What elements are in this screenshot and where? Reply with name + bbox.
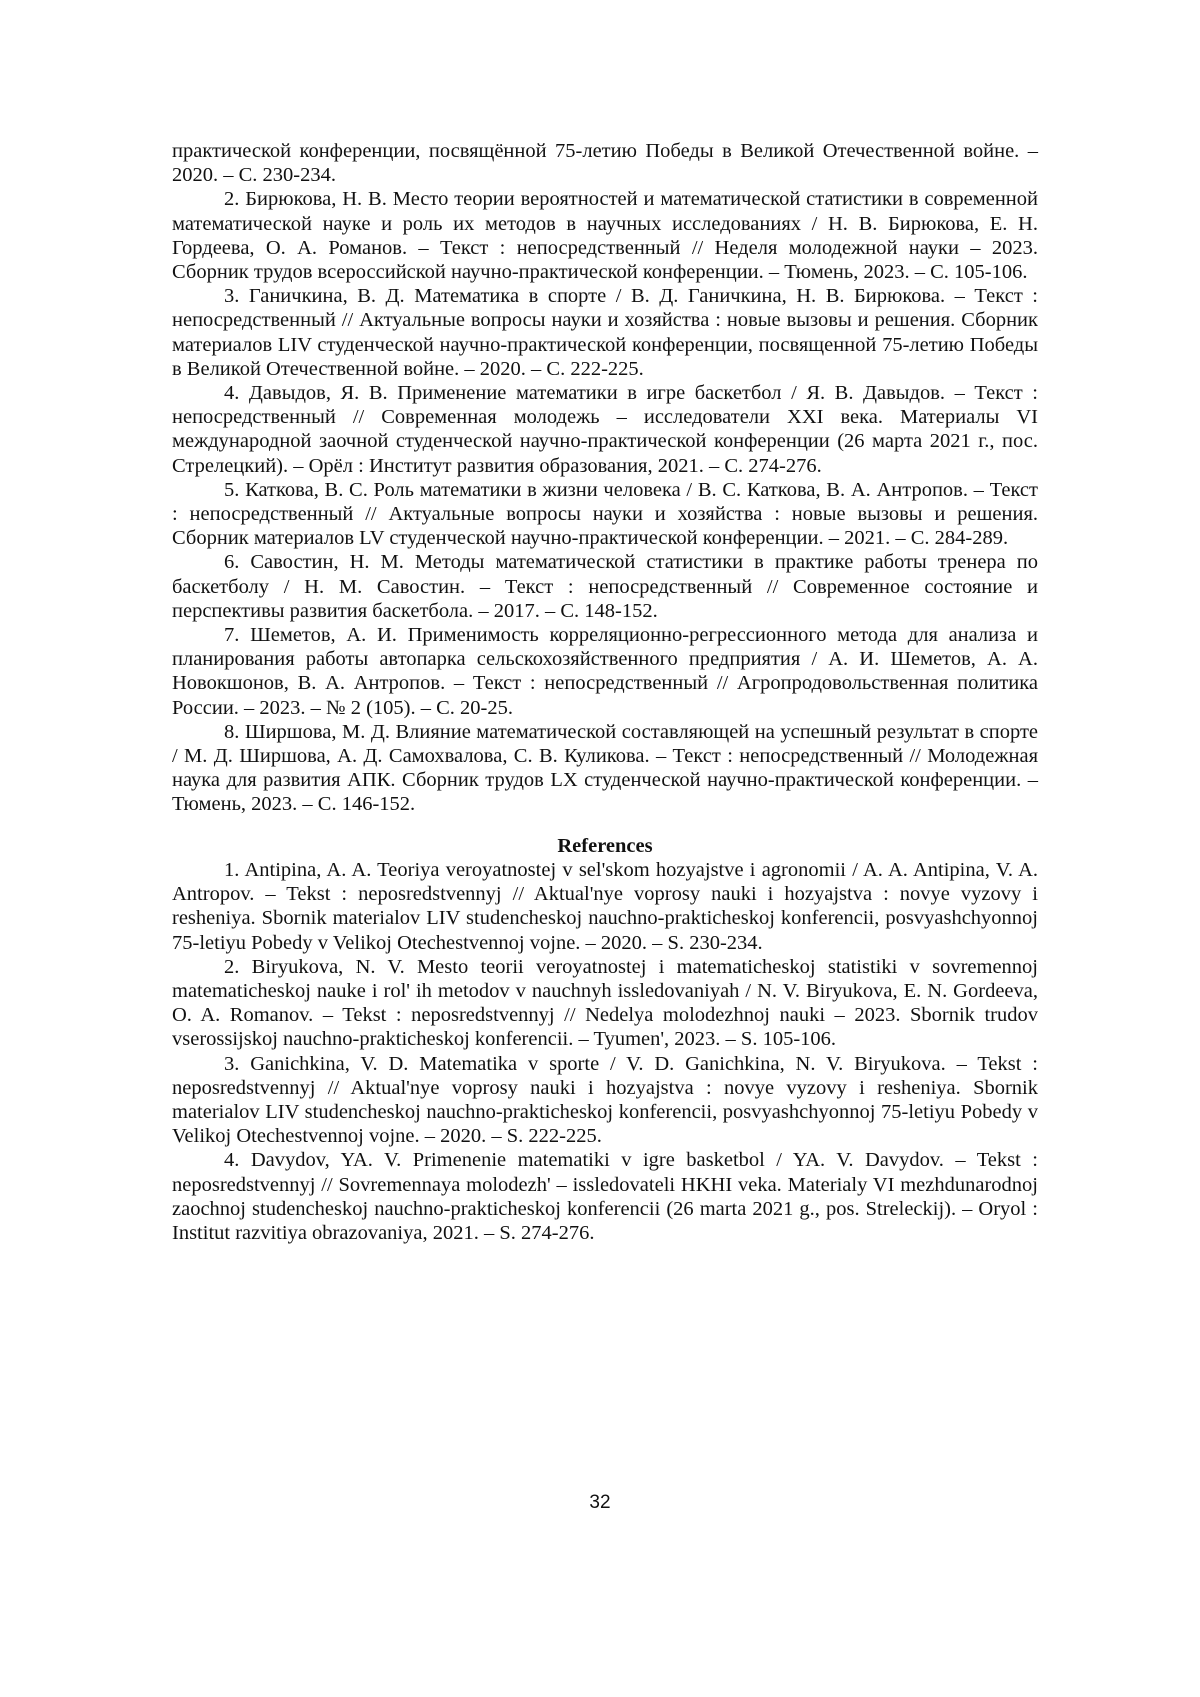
russian-reference-list xyxy=(172,187,1038,816)
page-body xyxy=(172,139,1038,1245)
reference-item-2: 2. Бирюкова, Н. В. Место теории вероятностей и математической статистики в современной математической науке и роль их методов в научных исследованиях / Н. В. Бирюкова, Е. Н. Гордеева, О. А. Романов. – Текст : непосредственный // Неделя молодежной науки – 2023. Сборник трудов всероссийской научно-практической конференции. – Тюмень, 2023. – С. 105-106. xyxy=(172,188,1038,284)
reference-item-8: 8. Ширшова, М. Д. Влияние математической составляющей на успешный результат в спорте / М. Д. Ширшова, А. Д. Самохвалова, С. В. Куликова. – Текст : непосредственный // Молодежная наука для развития АПК. Сборник трудов LX студенческой научно-практической конференции. – Тюмень, 2023. – С. 146-152. xyxy=(172,720,1038,816)
reference-item-7: 7. Шеметов, А. И. Применимость корреляционно-регрессионного метода для анализа и планирования работы автопарка сельскохозяйственного предприятия / А. И. Шеметов, А. А. Новокшонов, В. А. Антропов. – Текст : непосредственный // Агропродовольственная политика России. – 2023. – № 2 (105). – С. 20-25. xyxy=(172,624,1038,719)
english-reference-item-3: 3. Ganichkina, V. D. Matematika v sporte / V. D. Ganichkina, N. V. Biryukova. – Tekst : neposredstvennyj // Aktual'nye voprosy nauki i hozyajstva : novye vyzovy i resheniya. Sbornik materialov LIV studencheskoj nauchno-prakticheskoj konferencii, posvyashchyonnoj 75-letiyu Pobedy v Velikoj Otechestvennoj vojne. – 2020. – S. 222-225. xyxy=(172,1052,1038,1148)
reference-item-3: 3. Ганичкина, В. Д. Математика в спорте / В. Д. Ганичкина, Н. В. Бирюкова. – Текст : непосредственный // Актуальные вопросы науки и хозяйства : новые вызовы и решения. Сборник материалов LIV студенческой научно-практической конференции, посвященной 75-летию Победы в Великой Отечественной войне. – 2020. – С. 222-225. xyxy=(172,285,1038,380)
page-number: 32 xyxy=(589,1492,611,1513)
english-reference-item-1: 1. Antipina, A. A. Teoriya veroyatnostej v sel'skom hozyajstve i agronomii / A. A. Antipina, V. A. Antropov. – Tekst : neposredstvennyj // Aktual'nye voprosy nauki i hozyajstva : novye vyzovy i resheniya. Sbornik materialov LIV studencheskoj nauchno-prakticheskoj konferencii, posvyashchyonnoj 75-letiyu Pobedy v Velikoj Otechestvennoj vojne. – 2020. – S. 230-234. xyxy=(172,858,1038,954)
reference-continuation: практической конференции, посвящённой 75-летию Победы в Великой Отечественной войне. – 2020. – С. 230-234. xyxy=(172,140,1038,187)
english-reference-item-4: 4. Davydov, YA. V. Primenenie matematiki v igre basketbol / YA. V. Davydov. – Tekst : neposredstvennyj // Sovremennaya molodezh' – issledovateli HKHI veka. Materialy VI mezhdunarodnoj zaochnoj studencheskoj nauchno-prakticheskoj konferencii (26 marta 2021 g., pos. Streleckij). – Oryol : Institut razvitiya obrazovaniya, 2021. – S. 274-276. xyxy=(172,1149,1038,1244)
reference-item-6: 6. Савостин, Н. М. Методы математической статистики в практике работы тренера по баскетболу / Н. М. Савостин. – Текст : непосредственный // Современное состояние и перспективы развития баскетбола. – 2017. – С. 148-152. xyxy=(172,551,1038,622)
english-reference-item-2: 2. Biryukova, N. V. Mesto teorii veroyatnostej i matematicheskoj statistiki v sovremennoj matematicheskoj nauke i rol' ih metodov v nauchnyh issledovaniyah / N. V. Biryukova, E. N. Gordeeva, O. A. Romanov. – Tekst : neposredstvennyj // Nedelya molodezhnoj nauki – 2023. Sbornik trudov vserossijskoj nauchno-prakticheskoj konferencii. – Tyumen', 2023. – S. 105-106. xyxy=(172,955,1038,1051)
reference-item-5: 5. Каткова, В. С. Роль математики в жизни человека / В. С. Каткова, В. А. Антропов. – Текст : непосредственный // Актуальные вопросы науки и хозяйства : новые вызовы и решения. Сборник материалов LV студенческой научно-практической конференции. – 2021. – С. 284-289. xyxy=(172,478,1038,550)
references-heading: References xyxy=(557,834,653,857)
english-reference-list xyxy=(172,858,1038,1245)
reference-item-4: 4. Давыдов, Я. В. Применение математики в игре баскетбол / Я. В. Давыдов. – Текст : непосредственный // Современная молодежь – исследователи XXI века. Материалы VI международной заочной студенческой научно-практической конференции (26 марта 2021 г., пос. Стрелецкий). – Орёл : Институт развития образования, 2021. – С. 274-276. xyxy=(172,382,1038,477)
